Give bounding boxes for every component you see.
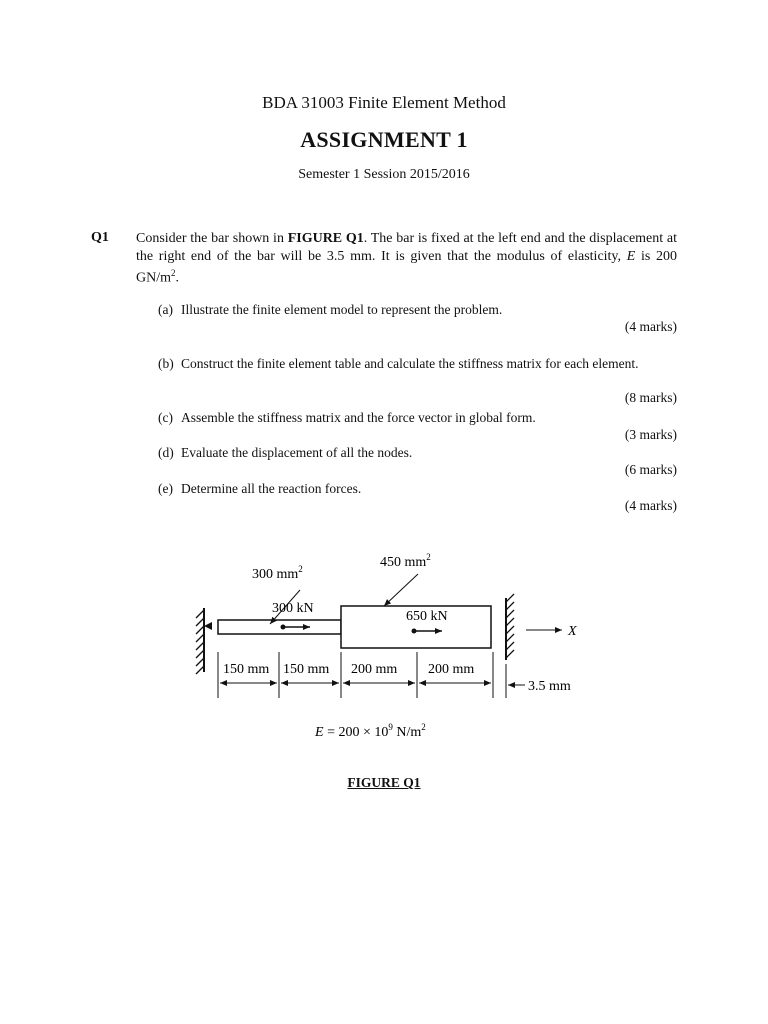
part-label: (d): [158, 445, 174, 460]
part-label: (e): [158, 481, 173, 496]
question-part-a: [158, 301, 677, 319]
gap-label: 3.5 mm: [528, 679, 571, 694]
part-label: (b): [158, 356, 174, 371]
part-marks: (3 marks): [624, 427, 677, 442]
part-text: Assemble the stiffness matrix and the force vector in global form.: [181, 410, 536, 425]
question-part-c: [158, 409, 677, 427]
x-axis-label: X: [568, 624, 577, 639]
area-label-small: 300 $mm^2$: [252, 564, 303, 582]
part-text: Determine all the reaction forces.: [181, 481, 362, 496]
part-marks: (8 marks): [624, 390, 677, 405]
part-label: (c): [158, 410, 173, 425]
session-text: Semester 1 Session 2015/2016: [298, 167, 470, 182]
part-text: Evaluate the displacement of all the nodes.: [181, 445, 413, 460]
force-label-2: 650 kN: [406, 609, 448, 624]
part-marks: (6 marks): [624, 462, 677, 477]
course-title: BDA 31003 Finite Element Method: [262, 93, 506, 112]
part-marks: (4 marks): [624, 319, 677, 334]
question-part-d: [158, 444, 677, 462]
question-part-b: [158, 355, 677, 373]
figure-caption: FIGURE Q1: [347, 775, 421, 790]
force-label-1: 300 kN: [272, 601, 314, 616]
dimension-label: 200 mm: [428, 662, 475, 677]
dimension-label: 150 mm: [223, 662, 270, 677]
figure-reference: FIGURE Q1: [287, 231, 364, 246]
part-text: Illustrate the finite element model to represent the problem.: [181, 302, 503, 317]
left-fixed-support: [196, 608, 212, 674]
question-part-e: [158, 480, 677, 498]
bar-figure: [180, 540, 600, 750]
modulus-label: $E = 200 \times 10^9$ $N/m^2$: [315, 722, 426, 740]
area-label-large: 450 $mm^2$: [380, 552, 431, 570]
part-text: Construct the finite element table and calculate the stiffness matrix for each element.: [181, 356, 639, 371]
dimension-label: 200 mm: [351, 662, 398, 677]
question-number: Q1: [91, 230, 109, 245]
part-marks: (4 marks): [624, 498, 677, 513]
question-intro: Consider the bar shown in FIGURE Q1. The bar is fixed at the left end and the displacement at the right end of the bar will be 3.5 mm. It is given that the modulus of elasticity, E is 200 $GN/m^2$.: [136, 231, 678, 286]
assignment-title: ASSIGNMENT 1: [300, 127, 468, 152]
dimension-label: 150 mm: [283, 662, 330, 677]
part-label: (a): [158, 302, 173, 317]
right-wall: [506, 594, 514, 660]
bar-segment-small: [218, 620, 341, 634]
